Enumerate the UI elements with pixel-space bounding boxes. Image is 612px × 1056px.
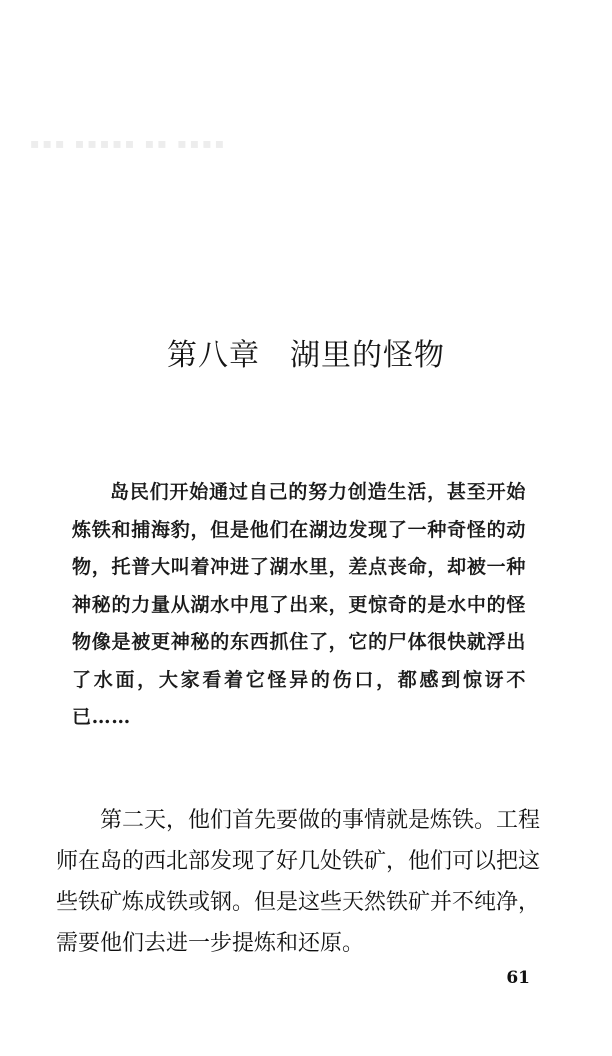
show-through-text: ▪▪▪ ▪▪▪▪▪ ▪▪ ▪▪▪▪ bbox=[30, 136, 228, 152]
page-number: 61 bbox=[506, 968, 530, 988]
chapter-name: 湖里的怪物 bbox=[290, 338, 445, 374]
chapter-title bbox=[0, 330, 612, 374]
chapter-number: 第八章 bbox=[167, 338, 260, 374]
body-paragraph: 第二天，他们首先要做的事情就是炼铁。工程师在岛的西北部发现了好几处铁矿，他们可以把这些铁矿炼成铁或钢。但是这些天然铁矿并不纯净，需要他们去进一步提炼和还原。 bbox=[56, 808, 541, 956]
chapter-summary: 岛民们开始通过自己的努力创造生活，甚至开始炼铁和捕海豹，但是他们在湖边发现了一种奇怪的动物，托普大叫着冲进了湖水里，差点丧命，却被一种神秘的力量从湖水中甩了出来，更惊奇的是水中的怪物像是被更神秘的东西抓住了，它的尸体很快就浮出了水面，大家看着它怪异的伤口，都感到惊讶不已…… bbox=[72, 481, 526, 728]
